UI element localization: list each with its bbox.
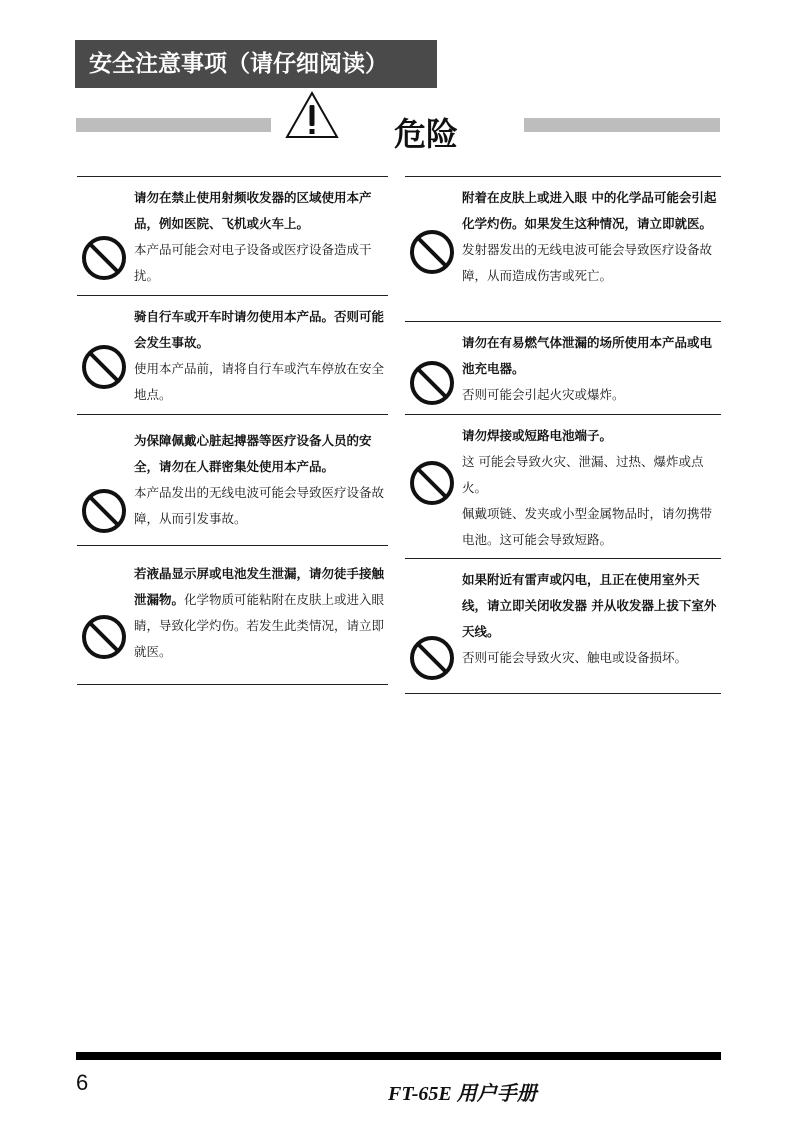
safety-item [77, 295, 388, 414]
item-warning: 如果附近有雷声或闪电，且正在使用室外天线，请立即关闭收发器 并从收发器上拔下室外天线。 [462, 572, 717, 639]
prohibition-icon [409, 635, 455, 681]
safety-item [77, 176, 388, 295]
safety-item [405, 414, 721, 558]
item-warning: 请勿在有易燃气体泄漏的场所使用本产品或电池充电器。 [462, 335, 713, 376]
item-detail: 本产品发出的无线电波可能会导致医疗设备故障，从而引发事故。 [134, 485, 385, 526]
prohibition-icon [81, 488, 127, 534]
safety-item [405, 321, 721, 414]
manual-title: FT-65E 用户手册 [388, 1083, 537, 1105]
section-title: 安全注意事项（请仔细阅读） [75, 40, 437, 88]
item-detail: 否则可能会导致火灾、触电或设备损坏。 [462, 650, 688, 665]
footer-rule [76, 1052, 721, 1060]
divider-left [76, 118, 271, 132]
item-warning: 骑自行车或开车时请勿使用本产品。否则可能会发生事故。 [134, 309, 385, 350]
page-number: 6 [76, 1070, 89, 1095]
danger-heading: 危险 [394, 115, 459, 153]
item-warning: 请勿在禁止使用射频收发器的区域使用本产品，例如医院、飞机或火车上。 [134, 190, 372, 231]
safety-item [77, 545, 388, 685]
prohibition-icon [409, 229, 455, 275]
item-detail: 发射器发出的无线电波可能会导致医疗设备故障，从而造成伤害或死亡。 [462, 242, 713, 283]
item-warning: 若液晶显示屏或电池发生泄漏，请勿徒手接触泄漏物。 [134, 566, 385, 607]
item-warning: 请勿焊接或短路电池端子。 [462, 428, 613, 443]
prohibition-icon [409, 360, 455, 406]
safety-item [405, 176, 721, 321]
item-warning: 为保障佩戴心脏起搏器等医疗设备人员的安全，请勿在人群密集处使用本产品。 [134, 433, 372, 474]
right-column [405, 176, 721, 694]
left-column [77, 176, 388, 685]
item-detail: 化学物质可能粘附在皮肤上或进入眼睛，导致化学灼伤。若发生此类情况，请立即就医。 [134, 592, 385, 659]
prohibition-icon [81, 235, 127, 281]
prohibition-icon [409, 460, 455, 506]
item-warning: 附着在皮肤上或进入眼 中的化学品可能会引起化学灼伤。如果发生这种情况，请立即就医。 [462, 190, 717, 231]
prohibition-icon [81, 614, 127, 660]
item-detail: 否则可能会引起火灾或爆炸。 [462, 387, 625, 402]
safety-item [405, 558, 721, 694]
item-detail: 这 可能会导致火灾、泄漏、过热、爆炸或点火。 [462, 454, 704, 495]
prohibition-icon [81, 344, 127, 390]
warning-triangle-icon [284, 90, 340, 140]
divider-right [524, 118, 720, 132]
item-detail-2: 佩戴项链、发夹或小型金属物品时，请勿携带电池。这可能会导致短路。 [462, 506, 713, 547]
safety-item [77, 414, 388, 545]
item-detail: 本产品可能会对电子设备或医疗设备造成干扰。 [134, 242, 372, 283]
item-detail: 使用本产品前，请将自行车或汽车停放在安全地点。 [134, 361, 385, 402]
